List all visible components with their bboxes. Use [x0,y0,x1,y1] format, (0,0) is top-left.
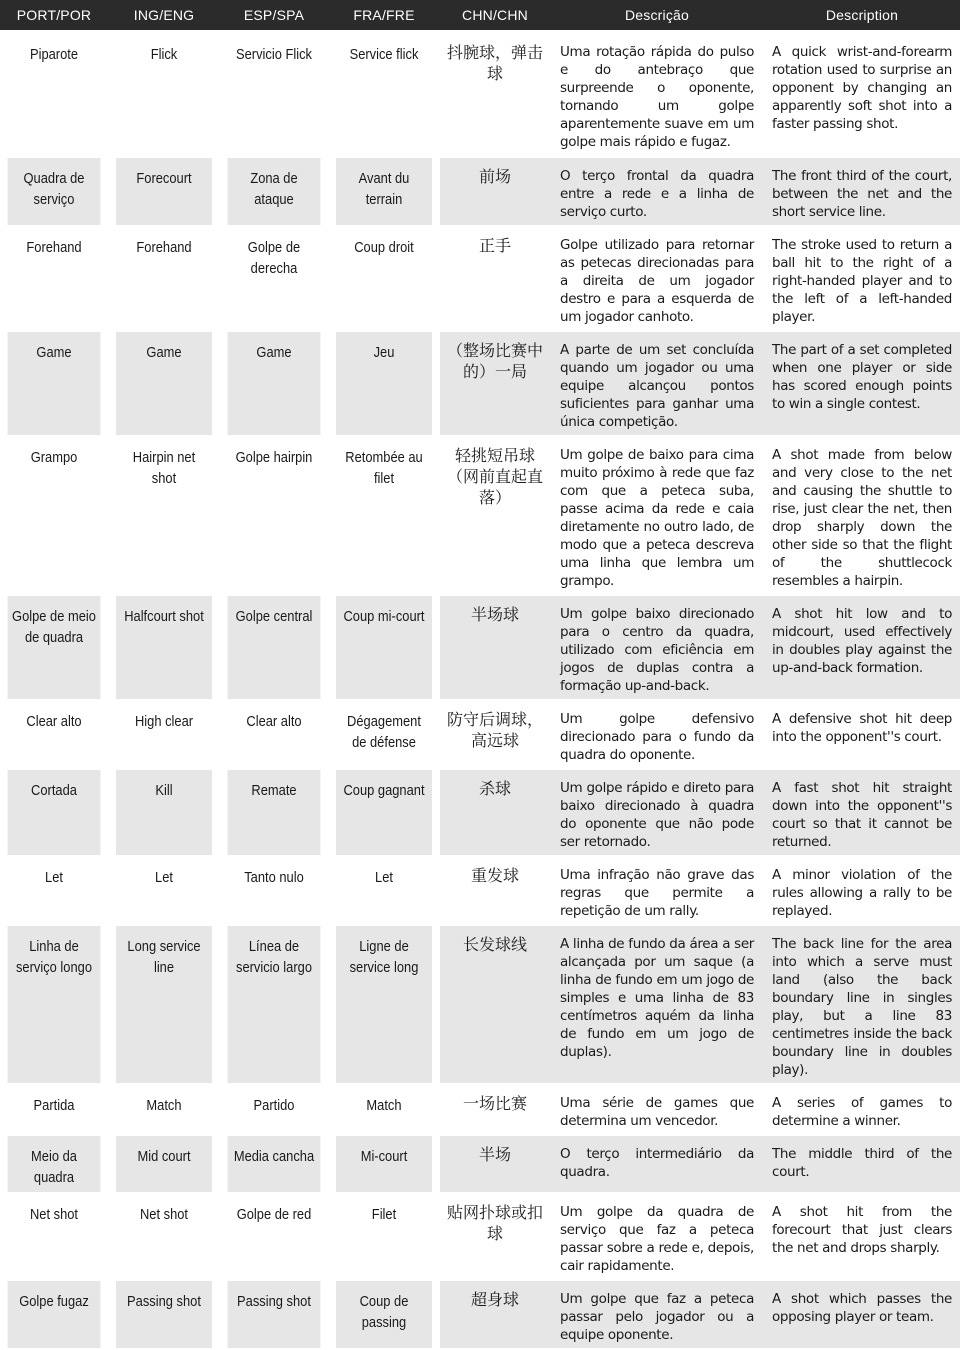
description-pt: Um golpe de baixo para cima muito próximo à rede que faz com que a peteca suba, passe acima da rede e caia diretamente no outro lado, de modo que a peteca descreva uma linha que lembra um grampo. [550,436,764,595]
term-por: Golpe de meio de quadra [8,595,101,700]
term-chn: 杀球 [440,769,550,856]
term-por: Piparote [8,34,101,157]
description-pt: Uma infração não grave das regras que permite a repetição de um rally. [550,856,764,925]
term-eng: Hairpin net shot [116,436,212,595]
description-en: The front third of the court, between the net and the short service line. [764,157,960,226]
term-por: Forehand [8,226,101,331]
term-chn: 半场 [440,1135,550,1193]
table-row [0,157,960,226]
header-spa: ESP/SPA [220,0,328,30]
term-chn: 半场球 [440,595,550,700]
term-spa: Zona de ataque [228,157,321,226]
table-header [0,0,960,34]
table-row [0,226,960,331]
description-en: The stroke used to return a ball hit to the right of a right-handed player and to the left of a left-handed player. [764,226,960,331]
term-spa: Clear alto [228,700,321,769]
term-spa: Golpe de red [228,1193,321,1280]
term-spa: Golpe central [228,595,321,700]
term-por: Linha de serviço longo [8,925,101,1084]
term-chn: 前场 [440,157,550,226]
description-pt: O terço frontal da quadra entre a rede e a linha de serviço curto. [550,157,764,226]
term-chn: 一场比赛 [440,1084,550,1135]
term-fra: Avant du terrain [336,157,432,226]
term-fra: Dégagement de défense [336,700,432,769]
header-eng: ING/ENG [108,0,220,30]
description-en: A shot hit low and to midcourt, used effectively in doubles play against the up-and-back formation. [764,595,960,700]
term-eng: Forecourt [116,157,212,226]
table-row [0,856,960,925]
description-en: A defensive shot hit deep into the opponent''s court. [764,700,960,769]
description-en: A fast shot hit straight down into the opponent''s court so that it cannot be returned. [764,769,960,856]
term-eng: Let [116,856,212,925]
table-row [0,925,960,1084]
table-row [0,331,960,436]
description-en: A shot hit from the forecourt that just clears the net and drops sharply. [764,1193,960,1280]
description-pt: A parte de um set concluída quando um jogador ou uma equipe alcançou pontos suficientes para ganhar uma única competição. [550,331,764,436]
description-en: The middle third of the court. [764,1135,960,1193]
term-fra: Let [336,856,432,925]
description-en: A series of games to determine a winner. [764,1084,960,1135]
term-por: Net shot [8,1193,101,1280]
term-fra: Ligne de service long [336,925,432,1084]
term-por: Game [8,331,101,436]
description-pt: O terço intermediário da quadra. [550,1135,764,1193]
description-en: A quick wrist-and-forearm rotation used to surprise an opponent by changing an apparently soft shot into a faster passing shot. [764,34,960,157]
term-spa: Partido [228,1084,321,1135]
table-row [0,1084,960,1135]
header-por: PORT/POR [0,0,108,30]
term-eng: Long service line [116,925,212,1084]
term-por: Quadra de serviço [8,157,101,226]
description-en: A minor violation of the rules allowing a rally to be replayed. [764,856,960,925]
term-chn: （整场比赛中的）一局 [440,331,550,436]
term-por: Meio da quadra [8,1135,101,1193]
table-row [0,1280,960,1349]
term-spa: Remate [228,769,321,856]
term-por: Golpe fugaz [8,1280,101,1349]
term-eng: Match [116,1084,212,1135]
table-row [0,1193,960,1280]
term-eng: Game [116,331,212,436]
term-chn: 正手 [440,226,550,331]
description-en: The part of a set completed when one player or side has scored enough points to win a single contest. [764,331,960,436]
header-desc-pt: Descrição [550,0,764,30]
term-spa: Golpe de derecha [228,226,321,331]
term-fra: Mi-court [336,1135,432,1193]
description-en: A shot which passes the opposing player or team. [764,1280,960,1349]
term-por: Let [8,856,101,925]
term-spa: Servicio Flick [228,34,321,157]
term-chn: 重发球 [440,856,550,925]
header-fra: FRA/FRE [328,0,440,30]
description-en: The back line for the area into which a serve must land (also the back boundary line in singles play, but a line 83 centimetres inside the back boundary line in doubles play). [764,925,960,1084]
table-row [0,1135,960,1193]
term-por: Partida [8,1084,101,1135]
description-pt: Uma série de games que determina um vencedor. [550,1084,764,1135]
description-pt: A linha de fundo da área a ser alcançada por um saque (a linha de fundo em um jogo de simples e uma linha de 83 centímetros aquém da linha de fundo em um jogo de duplas). [550,925,764,1084]
term-fra: Coup gagnant [336,769,432,856]
description-pt: Golpe utilizado para retornar as petecas direcionadas para a direita de um jogador destro e para a esquerda de um jogador canhoto. [550,226,764,331]
term-eng: High clear [116,700,212,769]
term-eng: Passing shot [116,1280,212,1349]
description-pt: Um golpe rápido e direto para baixo direcionado à quadra do oponente que não pode ser retornado. [550,769,764,856]
term-fra: Coup de passing [336,1280,432,1349]
term-fra: Match [336,1084,432,1135]
term-spa: Media cancha [228,1135,321,1193]
term-spa: Tanto nulo [228,856,321,925]
term-fra: Jeu [336,331,432,436]
term-chn: 超身球 [440,1280,550,1349]
term-por: Cortada [8,769,101,856]
term-chn: 长发球线 [440,925,550,1084]
term-eng: Flick [116,34,212,157]
table-row [0,436,960,595]
table-row [0,34,960,157]
term-eng: Forehand [116,226,212,331]
description-pt: Um golpe defensivo direcionado para o fundo da quadra do oponente. [550,700,764,769]
description-en: A shot made from below and very close to the net and causing the shuttle to rise, just clear the net, then drop sharply down the other side so that the flight of the shuttlecock resembles a hairpin. [764,436,960,595]
table-row [0,595,960,700]
term-spa: Línea de servicio largo [228,925,321,1084]
header-desc-en: Description [764,0,960,30]
description-pt: Uma rotação rápida do pulso e do antebraço que surpreende o oponente, tornando um golpe aparentemente suave em um golpe mais rápido e fugaz. [550,34,764,157]
table-body [0,34,960,1349]
description-pt: Um golpe que faz a peteca passar pelo jogador ou a equipe oponente. [550,1280,764,1349]
term-spa: Game [228,331,321,436]
term-chn: 轻挑短吊球（网前直起直落） [440,436,550,595]
term-fra: Coup mi-court [336,595,432,700]
term-eng: Net shot [116,1193,212,1280]
table-row [0,769,960,856]
term-eng: Mid court [116,1135,212,1193]
term-chn: 抖腕球，弹击球 [440,34,550,157]
table-row [0,700,960,769]
description-pt: Um golpe baixo direcionado para o centro da quadra, utilizado com eficiência em jogos de duplas contra a formação up-and-back. [550,595,764,700]
term-chn: 贴网扑球或扣球 [440,1193,550,1280]
term-eng: Kill [116,769,212,856]
term-spa: Passing shot [228,1280,321,1349]
header-chn: CHN/CHN [440,0,550,30]
term-spa: Golpe hairpin [228,436,321,595]
term-fra: Filet [336,1193,432,1280]
description-pt: Um golpe da quadra de serviço que faz a peteca passar sobre a rede e, depois, cair rapidamente. [550,1193,764,1280]
term-fra: Service flick [336,34,432,157]
term-fra: Coup droit [336,226,432,331]
term-eng: Halfcourt shot [116,595,212,700]
term-fra: Retombée au filet [336,436,432,595]
term-por: Clear alto [8,700,101,769]
term-por: Grampo [8,436,101,595]
term-chn: 防守后调球，高远球 [440,700,550,769]
